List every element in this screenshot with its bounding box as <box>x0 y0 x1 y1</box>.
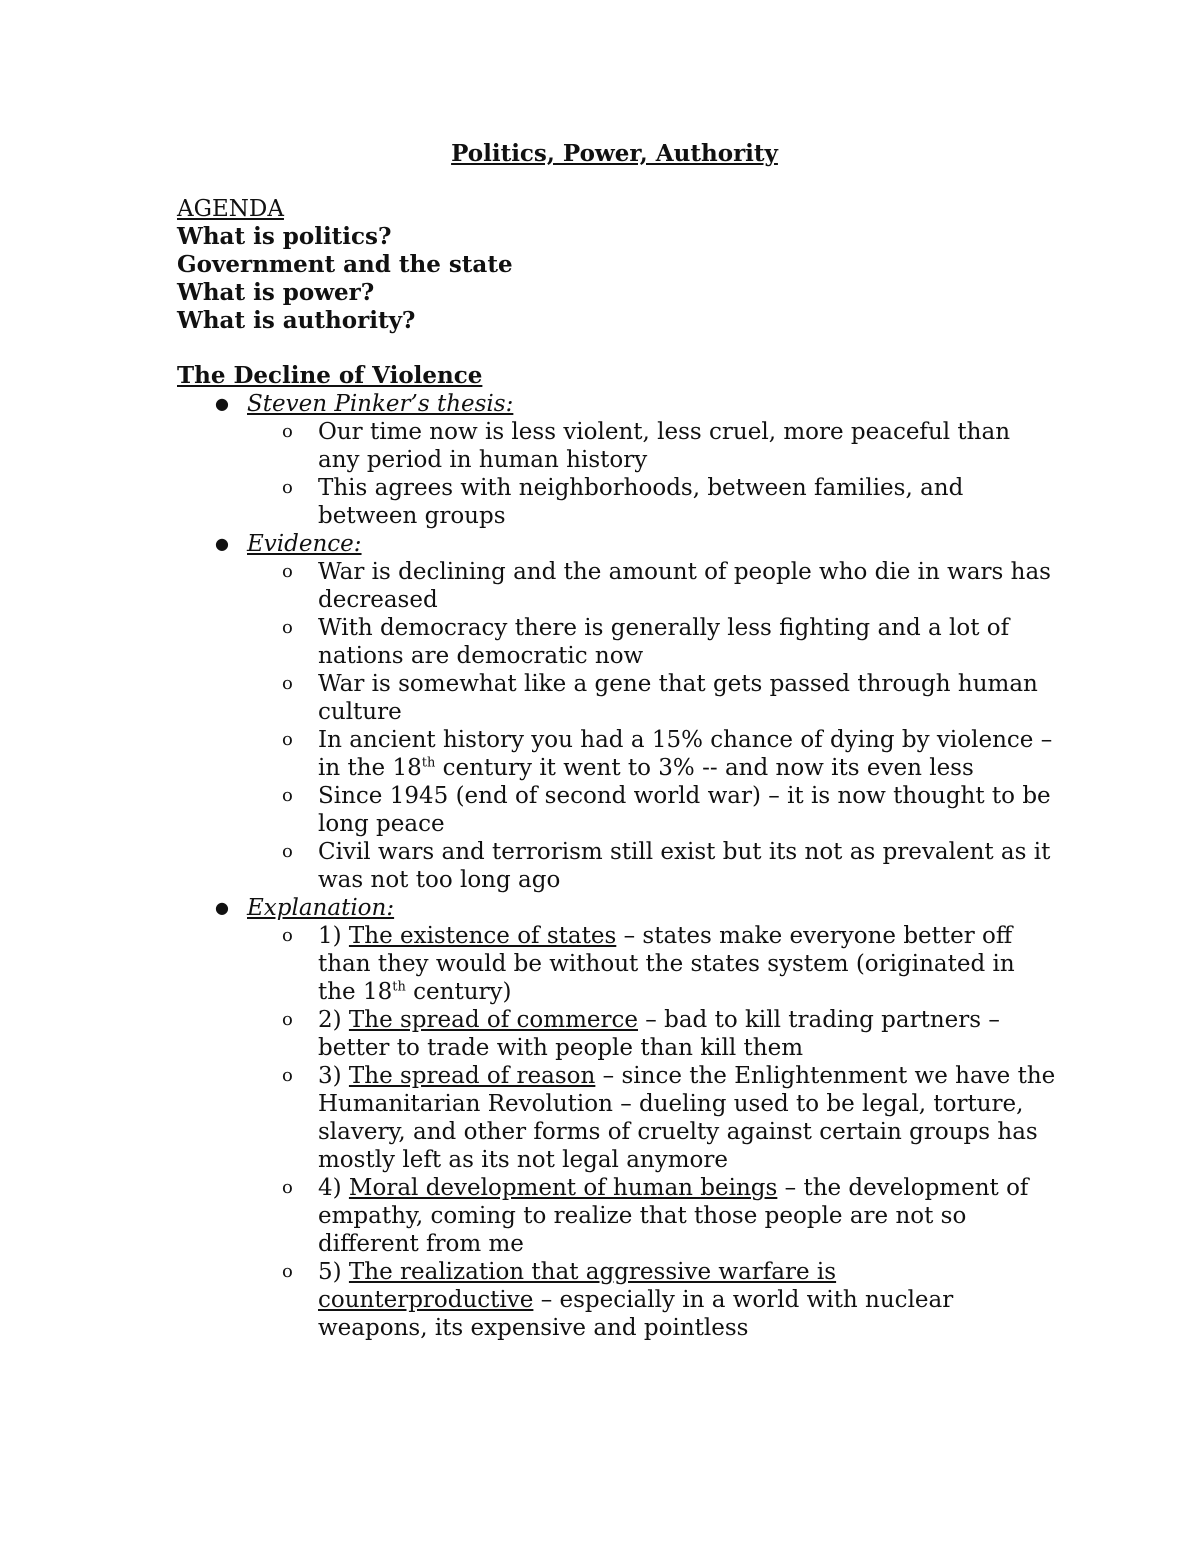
circle-bullet-icon: o <box>282 673 293 694</box>
page-title: Politics, Power, Authority <box>451 140 778 167</box>
circle-bullet-icon: o <box>282 561 293 582</box>
circle-bullet-icon: o <box>282 841 293 862</box>
evidence-label: Evidence: <box>247 531 362 557</box>
explanation-number: 5) <box>318 1259 349 1285</box>
bullet-icon: ● <box>215 898 229 917</box>
explanation-text: – bad to kill trading partners – better to trade with people than kill them <box>318 1007 1000 1061</box>
list-item-text: Our time now is less violent, less cruel, more peaceful than any period in human history <box>318 419 1011 473</box>
ancient-text-before: In ancient history you had a 15% chance of dying by violence – in the 18 <box>318 727 1053 781</box>
agenda-heading: AGENDA <box>177 196 284 222</box>
bullet-icon: ● <box>215 394 229 413</box>
explanation-text-after: century) <box>405 979 512 1005</box>
explanation-text: – the development of empathy, coming to realize that those people are not so different from me <box>318 1175 1029 1257</box>
explanation-item <box>177 894 1057 1342</box>
ancient-text-after: century it went to 3% -- and now its even less <box>435 755 974 781</box>
thesis-label: Steven Pinker’s thesis: <box>247 391 514 417</box>
explanation-number: 4) <box>318 1175 349 1201</box>
agenda-item: What is politics? <box>177 223 392 250</box>
ordinal-suffix: th <box>392 979 406 995</box>
explanation-number: 1) <box>318 923 349 949</box>
thesis-sublist <box>247 418 1057 530</box>
agenda <box>177 195 1057 335</box>
circle-bullet-icon: o <box>282 1065 293 1086</box>
list-item <box>247 614 1057 670</box>
outline-list <box>177 390 1057 1342</box>
list-item <box>247 922 1057 1006</box>
agenda-item: What is authority? <box>177 307 416 334</box>
list-item <box>247 670 1057 726</box>
list-item-text: War is declining and the amount of people who die in wars has decreased <box>318 559 1051 613</box>
agenda-item: What is power? <box>177 279 375 306</box>
list-item <box>247 726 1057 782</box>
explanation-label: Explanation: <box>247 895 395 921</box>
list-item <box>247 782 1057 838</box>
list-item-text: War is somewhat like a gene that gets passed through human culture <box>318 671 1038 725</box>
explanation-title: The spread of commerce <box>348 1007 638 1033</box>
agenda-item: Government and the state <box>177 251 513 278</box>
evidence-sublist <box>247 558 1057 894</box>
list-item-text: This agrees with neighborhoods, between families, and between groups <box>318 475 964 529</box>
list-item <box>247 1006 1057 1062</box>
explanation-title: The realization that aggressive warfare is counterproductive <box>318 1259 837 1313</box>
list-item <box>247 1174 1057 1258</box>
circle-bullet-icon: o <box>282 421 293 442</box>
explanation-title: Moral development of human beings <box>348 1175 778 1201</box>
list-item-text: With democracy there is generally less fighting and a lot of nations are democratic now <box>318 615 1010 669</box>
list-item <box>247 558 1057 614</box>
explanation-sublist <box>247 922 1057 1342</box>
list-item-text: Since 1945 (end of second world war) – it is now thought to be long peace <box>318 783 1051 837</box>
evidence-item <box>177 530 1057 894</box>
list-item <box>247 474 1057 530</box>
explanation-text: – states make everyone better off than they would be without the states system (originated in the 18 <box>318 923 1015 1005</box>
explanation-text: – since the Enlightenment we have the Humanitarian Revolution – dueling used to be legal, torture, slavery, and other forms of cruelty against certain groups has mostly left as its not legal anymore <box>318 1063 1056 1173</box>
explanation-text: – especially in a world with nuclear weapons, its expensive and pointless <box>318 1287 954 1341</box>
section-heading: The Decline of Violence <box>177 362 483 389</box>
explanation-number: 3) <box>318 1063 349 1089</box>
list-item-text: Civil wars and terrorism still exist but its not as prevalent as it was not too long ago <box>318 839 1051 893</box>
list-item <box>247 1062 1057 1174</box>
circle-bullet-icon: o <box>282 1177 293 1198</box>
ordinal-suffix: th <box>421 755 436 771</box>
thesis-item <box>177 390 1057 530</box>
explanation-title: The existence of states <box>348 923 617 949</box>
circle-bullet-icon: o <box>282 477 293 498</box>
circle-bullet-icon: o <box>282 785 293 806</box>
circle-bullet-icon: o <box>282 729 293 750</box>
bullet-icon: ● <box>215 534 229 553</box>
document-page <box>177 140 1057 1342</box>
circle-bullet-icon: o <box>282 1009 293 1030</box>
list-item <box>247 1258 1057 1342</box>
circle-bullet-icon: o <box>282 1261 293 1282</box>
list-item <box>247 418 1057 474</box>
circle-bullet-icon: o <box>282 617 293 638</box>
circle-bullet-icon: o <box>282 925 293 946</box>
list-item <box>247 838 1057 894</box>
explanation-title: The spread of reason <box>348 1063 596 1089</box>
explanation-number: 2) <box>318 1007 349 1033</box>
